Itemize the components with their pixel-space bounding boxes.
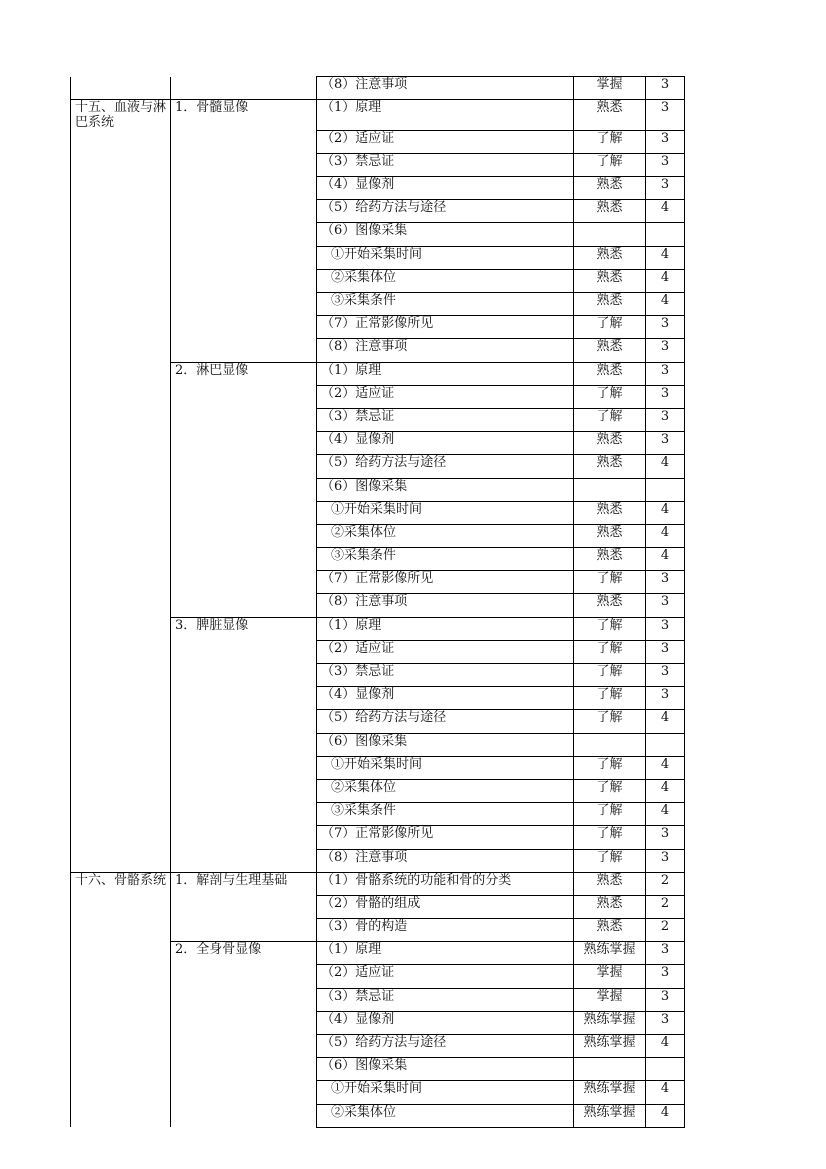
level-cell: 了解 xyxy=(574,571,646,594)
unit-cell xyxy=(171,594,317,617)
hours-cell: 3 xyxy=(646,965,685,988)
unit-cell xyxy=(171,1058,317,1081)
section-cell xyxy=(71,710,171,733)
item-cell: （2）适应证 xyxy=(317,130,574,153)
section-cell xyxy=(71,1011,171,1034)
item-cell: （1）骨骼系统的功能和骨的分类 xyxy=(317,872,574,895)
item-cell: ①开始采集时间 xyxy=(317,1081,574,1104)
table-row xyxy=(71,177,685,200)
section-cell: 十五、血液与淋巴系统 xyxy=(71,100,171,131)
unit-cell xyxy=(171,478,317,501)
table-row xyxy=(71,617,685,640)
table-row xyxy=(71,524,685,547)
level-cell: 熟悉 xyxy=(574,177,646,200)
hours-cell: 4 xyxy=(646,710,685,733)
item-cell: （4）显像剂 xyxy=(317,432,574,455)
table-row xyxy=(71,223,685,246)
hours-cell: 3 xyxy=(646,942,685,965)
unit-cell xyxy=(171,200,317,223)
level-cell: 了解 xyxy=(574,779,646,802)
section-cell xyxy=(71,571,171,594)
level-cell: 掌握 xyxy=(574,965,646,988)
hours-cell xyxy=(646,223,685,246)
section-cell xyxy=(71,687,171,710)
syllabus-table-container xyxy=(70,76,685,1128)
level-cell: 了解 xyxy=(574,153,646,176)
unit-cell xyxy=(171,664,317,687)
level-cell: 熟悉 xyxy=(574,872,646,895)
table-row xyxy=(71,826,685,849)
unit-cell: 2．全身骨显像 xyxy=(171,942,317,965)
hours-cell: 3 xyxy=(646,432,685,455)
item-cell: ①开始采集时间 xyxy=(317,501,574,524)
level-cell: 了解 xyxy=(574,664,646,687)
table-row xyxy=(71,965,685,988)
table-row xyxy=(71,455,685,478)
item-cell: （1）原理 xyxy=(317,362,574,385)
level-cell: 熟悉 xyxy=(574,246,646,269)
unit-cell xyxy=(171,316,317,339)
level-cell: 熟悉 xyxy=(574,100,646,131)
section-cell xyxy=(71,594,171,617)
hours-cell: 4 xyxy=(646,1035,685,1058)
item-cell: （3）禁忌证 xyxy=(317,988,574,1011)
item-cell: （1）原理 xyxy=(317,617,574,640)
section-cell xyxy=(71,988,171,1011)
item-cell: （3）禁忌证 xyxy=(317,153,574,176)
unit-cell xyxy=(171,1011,317,1034)
unit-cell xyxy=(171,77,317,100)
level-cell: 熟练掌握 xyxy=(574,942,646,965)
item-cell: ③采集条件 xyxy=(317,803,574,826)
item-cell: （8）注意事项 xyxy=(317,849,574,872)
unit-cell: 1．解剖与生理基础 xyxy=(171,872,317,895)
hours-cell: 2 xyxy=(646,895,685,918)
level-cell: 了解 xyxy=(574,687,646,710)
item-cell: （2）适应证 xyxy=(317,965,574,988)
level-cell: 熟悉 xyxy=(574,524,646,547)
unit-cell xyxy=(171,687,317,710)
item-cell: （4）显像剂 xyxy=(317,687,574,710)
unit-cell xyxy=(171,733,317,756)
section-cell xyxy=(71,501,171,524)
hours-cell: 2 xyxy=(646,872,685,895)
hours-cell: 4 xyxy=(646,779,685,802)
item-cell: （6）图像采集 xyxy=(317,478,574,501)
hours-cell: 4 xyxy=(646,200,685,223)
item-cell: ②采集体位 xyxy=(317,269,574,292)
level-cell: 了解 xyxy=(574,803,646,826)
table-row xyxy=(71,849,685,872)
level-cell: 熟练掌握 xyxy=(574,1081,646,1104)
section-cell xyxy=(71,77,171,100)
unit-cell xyxy=(171,246,317,269)
level-cell: 熟悉 xyxy=(574,339,646,362)
level-cell: 熟悉 xyxy=(574,200,646,223)
unit-cell xyxy=(171,501,317,524)
table-row xyxy=(71,200,685,223)
section-cell xyxy=(71,200,171,223)
hours-cell: 4 xyxy=(646,524,685,547)
unit-cell xyxy=(171,223,317,246)
level-cell: 了解 xyxy=(574,316,646,339)
table-row xyxy=(71,594,685,617)
level-cell xyxy=(574,733,646,756)
section-cell xyxy=(71,1058,171,1081)
item-cell: ③采集条件 xyxy=(317,293,574,316)
hours-cell: 3 xyxy=(646,362,685,385)
table-row xyxy=(71,130,685,153)
section-cell xyxy=(71,223,171,246)
table-row xyxy=(71,919,685,942)
level-cell xyxy=(574,223,646,246)
unit-cell xyxy=(171,385,317,408)
level-cell: 了解 xyxy=(574,408,646,431)
unit-cell xyxy=(171,988,317,1011)
level-cell: 熟悉 xyxy=(574,548,646,571)
table-row xyxy=(71,339,685,362)
table-row xyxy=(71,100,685,131)
level-cell: 熟练掌握 xyxy=(574,1011,646,1034)
unit-cell xyxy=(171,339,317,362)
syllabus-table-body xyxy=(71,77,685,1128)
item-cell: ②采集体位 xyxy=(317,524,574,547)
level-cell: 了解 xyxy=(574,849,646,872)
table-row xyxy=(71,1011,685,1034)
unit-cell xyxy=(171,432,317,455)
unit-cell xyxy=(171,779,317,802)
unit-cell xyxy=(171,293,317,316)
hours-cell: 4 xyxy=(646,1104,685,1127)
item-cell: （7）正常影像所见 xyxy=(317,316,574,339)
hours-cell: 3 xyxy=(646,177,685,200)
table-row xyxy=(71,803,685,826)
unit-cell xyxy=(171,177,317,200)
section-cell xyxy=(71,756,171,779)
level-cell: 熟悉 xyxy=(574,455,646,478)
table-row xyxy=(71,988,685,1011)
hours-cell: 3 xyxy=(646,687,685,710)
item-cell: （3）骨的构造 xyxy=(317,919,574,942)
level-cell: 了解 xyxy=(574,130,646,153)
hours-cell: 4 xyxy=(646,246,685,269)
level-cell: 了解 xyxy=(574,385,646,408)
unit-cell xyxy=(171,803,317,826)
level-cell: 了解 xyxy=(574,756,646,779)
table-row xyxy=(71,1058,685,1081)
level-cell: 了解 xyxy=(574,640,646,663)
table-row xyxy=(71,408,685,431)
table-row xyxy=(71,153,685,176)
level-cell: 熟悉 xyxy=(574,432,646,455)
hours-cell: 3 xyxy=(646,640,685,663)
level-cell: 熟悉 xyxy=(574,594,646,617)
unit-cell xyxy=(171,919,317,942)
table-row xyxy=(71,501,685,524)
unit-cell xyxy=(171,524,317,547)
item-cell: ③采集条件 xyxy=(317,548,574,571)
hours-cell: 4 xyxy=(646,501,685,524)
section-cell xyxy=(71,339,171,362)
hours-cell: 3 xyxy=(646,77,685,100)
item-cell: （5）给药方法与途径 xyxy=(317,200,574,223)
unit-cell xyxy=(171,571,317,594)
section-cell xyxy=(71,1081,171,1104)
table-row xyxy=(71,1035,685,1058)
section-cell xyxy=(71,408,171,431)
hours-cell: 3 xyxy=(646,1011,685,1034)
table-row xyxy=(71,548,685,571)
hours-cell: 3 xyxy=(646,617,685,640)
table-row xyxy=(71,733,685,756)
item-cell: （8）注意事项 xyxy=(317,339,574,362)
level-cell: 了解 xyxy=(574,617,646,640)
level-cell: 了解 xyxy=(574,826,646,849)
hours-cell: 4 xyxy=(646,269,685,292)
hours-cell: 3 xyxy=(646,826,685,849)
unit-cell xyxy=(171,408,317,431)
item-cell: （5）给药方法与途径 xyxy=(317,1035,574,1058)
item-cell: ①开始采集时间 xyxy=(317,246,574,269)
item-cell: （8）注意事项 xyxy=(317,77,574,100)
section-cell xyxy=(71,733,171,756)
hours-cell: 4 xyxy=(646,455,685,478)
hours-cell: 3 xyxy=(646,130,685,153)
item-cell: （6）图像采集 xyxy=(317,1058,574,1081)
unit-cell xyxy=(171,269,317,292)
unit-cell xyxy=(171,1081,317,1104)
item-cell: （3）禁忌证 xyxy=(317,408,574,431)
section-cell xyxy=(71,849,171,872)
section-cell xyxy=(71,942,171,965)
unit-cell: 2．淋巴显像 xyxy=(171,362,317,385)
table-row xyxy=(71,895,685,918)
level-cell: 熟练掌握 xyxy=(574,1035,646,1058)
hours-cell: 3 xyxy=(646,153,685,176)
section-cell xyxy=(71,826,171,849)
hours-cell: 4 xyxy=(646,756,685,779)
level-cell: 掌握 xyxy=(574,77,646,100)
hours-cell: 3 xyxy=(646,316,685,339)
hours-cell: 3 xyxy=(646,408,685,431)
syllabus-table xyxy=(70,76,685,1128)
section-cell xyxy=(71,548,171,571)
section-cell xyxy=(71,1104,171,1127)
level-cell: 掌握 xyxy=(574,988,646,1011)
section-cell xyxy=(71,895,171,918)
section-cell xyxy=(71,385,171,408)
level-cell: 熟悉 xyxy=(574,293,646,316)
unit-cell xyxy=(171,640,317,663)
item-cell: （2）骨骼的组成 xyxy=(317,895,574,918)
table-row xyxy=(71,664,685,687)
hours-cell: 3 xyxy=(646,988,685,1011)
hours-cell xyxy=(646,478,685,501)
section-cell xyxy=(71,432,171,455)
item-cell: （4）显像剂 xyxy=(317,177,574,200)
table-row xyxy=(71,1081,685,1104)
unit-cell xyxy=(171,849,317,872)
section-cell xyxy=(71,640,171,663)
item-cell: （4）显像剂 xyxy=(317,1011,574,1034)
unit-cell: 3．脾脏显像 xyxy=(171,617,317,640)
section-cell xyxy=(71,362,171,385)
table-row xyxy=(71,478,685,501)
table-row xyxy=(71,942,685,965)
hours-cell: 3 xyxy=(646,664,685,687)
unit-cell xyxy=(171,130,317,153)
hours-cell: 3 xyxy=(646,594,685,617)
item-cell: （3）禁忌证 xyxy=(317,664,574,687)
section-cell xyxy=(71,617,171,640)
unit-cell xyxy=(171,756,317,779)
table-row xyxy=(71,779,685,802)
item-cell: （5）给药方法与途径 xyxy=(317,710,574,733)
section-cell xyxy=(71,803,171,826)
item-cell: ②采集体位 xyxy=(317,1104,574,1127)
hours-cell: 3 xyxy=(646,339,685,362)
table-row xyxy=(71,872,685,895)
hours-cell: 2 xyxy=(646,919,685,942)
hours-cell: 3 xyxy=(646,385,685,408)
item-cell: （7）正常影像所见 xyxy=(317,826,574,849)
hours-cell xyxy=(646,733,685,756)
section-cell xyxy=(71,293,171,316)
hours-cell: 4 xyxy=(646,548,685,571)
unit-cell xyxy=(171,153,317,176)
level-cell: 熟练掌握 xyxy=(574,1104,646,1127)
unit-cell xyxy=(171,710,317,733)
level-cell: 熟悉 xyxy=(574,501,646,524)
table-row xyxy=(71,640,685,663)
level-cell: 熟悉 xyxy=(574,362,646,385)
table-row xyxy=(71,756,685,779)
section-cell xyxy=(71,478,171,501)
level-cell: 了解 xyxy=(574,710,646,733)
table-row xyxy=(71,293,685,316)
section-cell xyxy=(71,177,171,200)
unit-cell xyxy=(171,1104,317,1127)
section-cell xyxy=(71,524,171,547)
hours-cell: 3 xyxy=(646,849,685,872)
table-row xyxy=(71,362,685,385)
hours-cell: 4 xyxy=(646,1081,685,1104)
unit-cell xyxy=(171,1035,317,1058)
unit-cell xyxy=(171,895,317,918)
item-cell: （1）原理 xyxy=(317,100,574,131)
level-cell xyxy=(574,478,646,501)
section-cell xyxy=(71,316,171,339)
level-cell xyxy=(574,1058,646,1081)
table-row xyxy=(71,77,685,100)
item-cell: （8）注意事项 xyxy=(317,594,574,617)
table-row xyxy=(71,571,685,594)
section-cell xyxy=(71,1035,171,1058)
hours-cell: 3 xyxy=(646,100,685,131)
table-row xyxy=(71,1104,685,1127)
table-row xyxy=(71,432,685,455)
table-row xyxy=(71,269,685,292)
item-cell: （6）图像采集 xyxy=(317,223,574,246)
section-cell xyxy=(71,246,171,269)
section-cell xyxy=(71,269,171,292)
unit-cell xyxy=(171,455,317,478)
section-cell xyxy=(71,919,171,942)
hours-cell: 4 xyxy=(646,803,685,826)
table-row xyxy=(71,687,685,710)
level-cell: 熟悉 xyxy=(574,269,646,292)
item-cell: （1）原理 xyxy=(317,942,574,965)
unit-cell xyxy=(171,826,317,849)
item-cell: （2）适应证 xyxy=(317,640,574,663)
hours-cell xyxy=(646,1058,685,1081)
item-cell: （5）给药方法与途径 xyxy=(317,455,574,478)
table-row xyxy=(71,710,685,733)
hours-cell: 3 xyxy=(646,571,685,594)
hours-cell: 4 xyxy=(646,293,685,316)
table-row xyxy=(71,385,685,408)
section-cell xyxy=(71,779,171,802)
section-cell xyxy=(71,153,171,176)
level-cell: 熟悉 xyxy=(574,919,646,942)
unit-cell xyxy=(171,965,317,988)
table-row xyxy=(71,316,685,339)
section-cell xyxy=(71,965,171,988)
item-cell: （2）适应证 xyxy=(317,385,574,408)
section-cell xyxy=(71,455,171,478)
level-cell: 熟悉 xyxy=(574,895,646,918)
section-cell xyxy=(71,664,171,687)
item-cell: ①开始采集时间 xyxy=(317,756,574,779)
section-cell: 十六、骨骼系统 xyxy=(71,872,171,895)
item-cell: （6）图像采集 xyxy=(317,733,574,756)
section-cell xyxy=(71,130,171,153)
item-cell: （7）正常影像所见 xyxy=(317,571,574,594)
item-cell: ②采集体位 xyxy=(317,779,574,802)
unit-cell xyxy=(171,548,317,571)
unit-cell: 1．骨髓显像 xyxy=(171,100,317,131)
table-row xyxy=(71,246,685,269)
